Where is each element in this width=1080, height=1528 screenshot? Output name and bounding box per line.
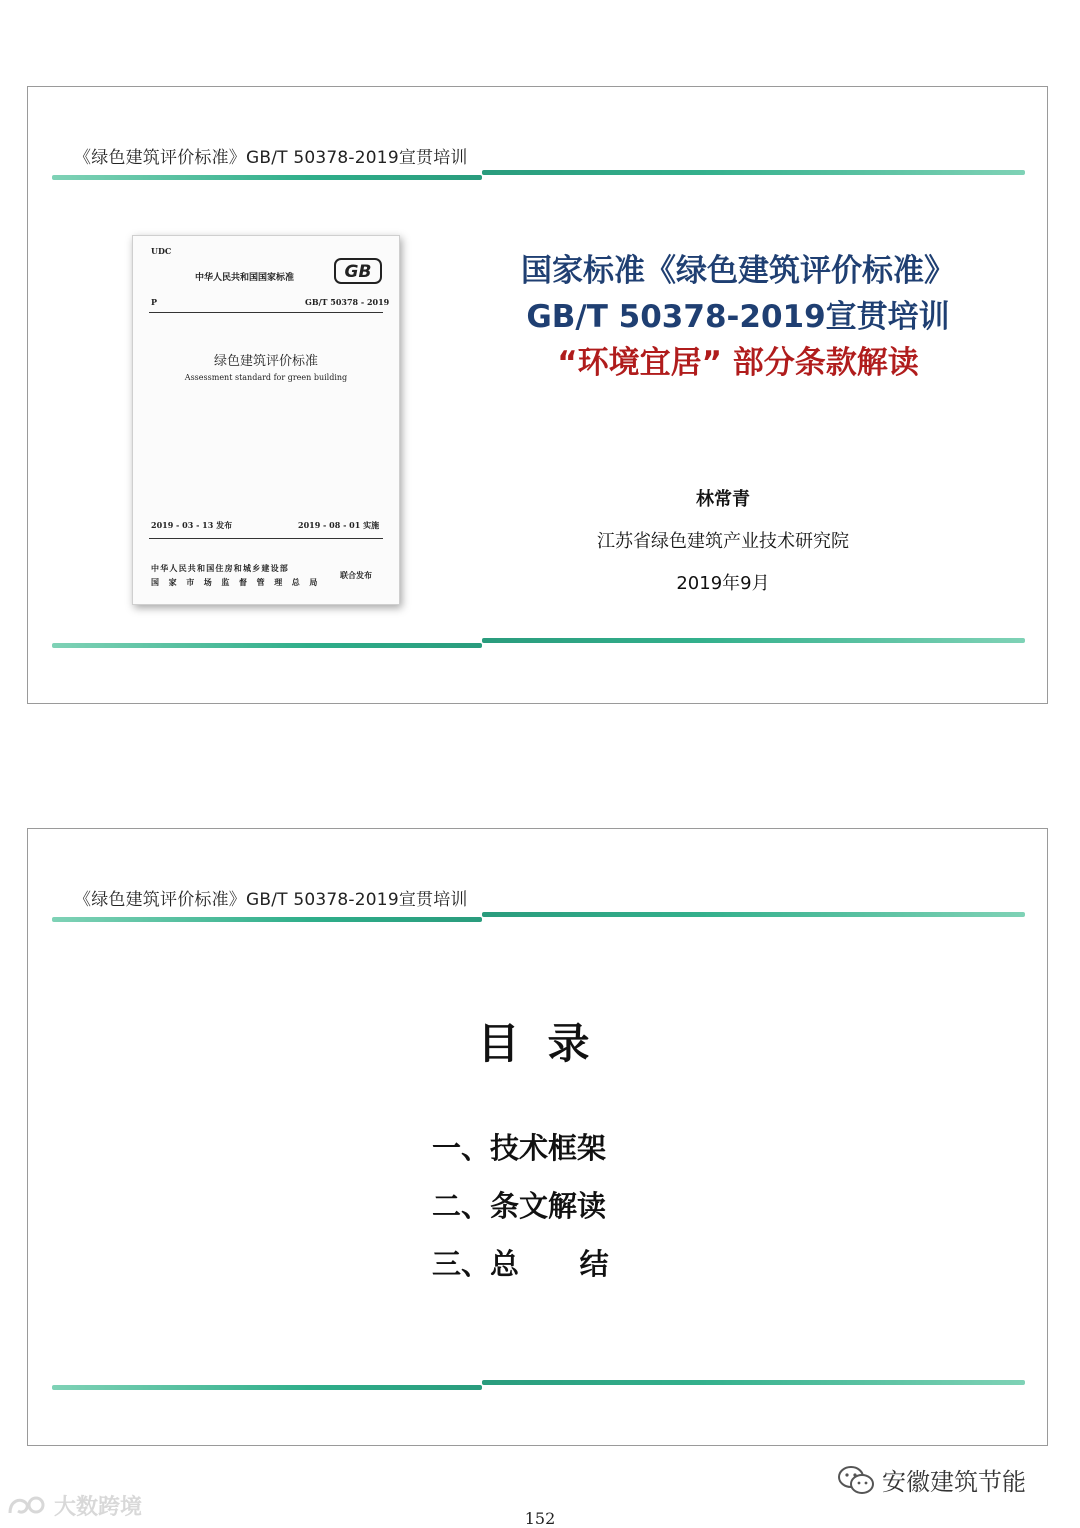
gb-logo-icon: [334, 258, 382, 288]
svg-text:GB: GB: [344, 262, 372, 282]
toc-item: 二、条文解读: [432, 1189, 607, 1223]
cover-divider-bottom: [149, 538, 383, 539]
header-rule-left: [52, 175, 482, 180]
cover-issuer: 中华人民共和国国家标准: [195, 273, 295, 283]
title-line-1: 国家标准《绿色建筑评价标准》: [521, 253, 955, 289]
cover-divider: [149, 312, 383, 313]
cover-joint: 联合发布: [340, 570, 372, 580]
header-rule-right: [482, 170, 1025, 175]
cover-title-en: Assessment standard for green building: [184, 373, 348, 382]
toc-title: 目录: [477, 1019, 618, 1068]
cover-p: P: [151, 297, 158, 307]
header-rule-right: [482, 912, 1025, 917]
footer-rule-left: [52, 643, 482, 648]
presentation-date: 2019年9月: [676, 573, 770, 594]
title-line-2: GB/T 50378-2019宣贯培训: [526, 299, 950, 335]
watermark-right: [836, 1462, 1026, 1497]
page-number: 152: [524, 1509, 556, 1528]
slide-header: 《绿色建筑评价标准》GB/T 50378-2019宣贯培训: [74, 890, 468, 910]
watermark-left-text: 大数跨境: [54, 1495, 143, 1520]
slide-header: 《绿色建筑评价标准》GB/T 50378-2019宣贯培训: [74, 148, 468, 168]
cover-effective-date: 2019 - 08 - 01 实施: [298, 520, 380, 530]
cover-code: GB/T 50378 - 2019: [305, 297, 390, 307]
toc-item: 三、总 结: [432, 1247, 609, 1281]
toc-item: 一、技术框架: [432, 1131, 607, 1165]
cover-org-1: 中华人民共和国住房和城乡建设部: [151, 563, 289, 573]
title-line-3: “环境宜居” 部分条款解读: [557, 345, 919, 381]
cover-title-cn: 绿色建筑评价标准: [213, 354, 318, 369]
wechat-icon: [836, 1464, 876, 1496]
header-rule-left: [52, 917, 482, 922]
standard-cover-image: [132, 235, 400, 605]
author-name: 林常青: [696, 489, 750, 510]
watermark-right-text: 安徽建筑节能: [882, 1468, 1026, 1496]
slide-cover: [27, 86, 1048, 704]
cover-issue-date: 2019 - 03 - 13 发布: [151, 520, 233, 530]
cover-udc: UDC: [151, 246, 172, 256]
footer-rule-right: [482, 1380, 1025, 1385]
slide-toc: [27, 828, 1048, 1446]
institute-name: 江苏省绿色建筑产业技术研究院: [597, 531, 849, 552]
cover-org-2: 国家市场监督管理总局: [151, 577, 327, 587]
footer-rule-left: [52, 1385, 482, 1390]
footer-rule-right: [482, 638, 1025, 643]
